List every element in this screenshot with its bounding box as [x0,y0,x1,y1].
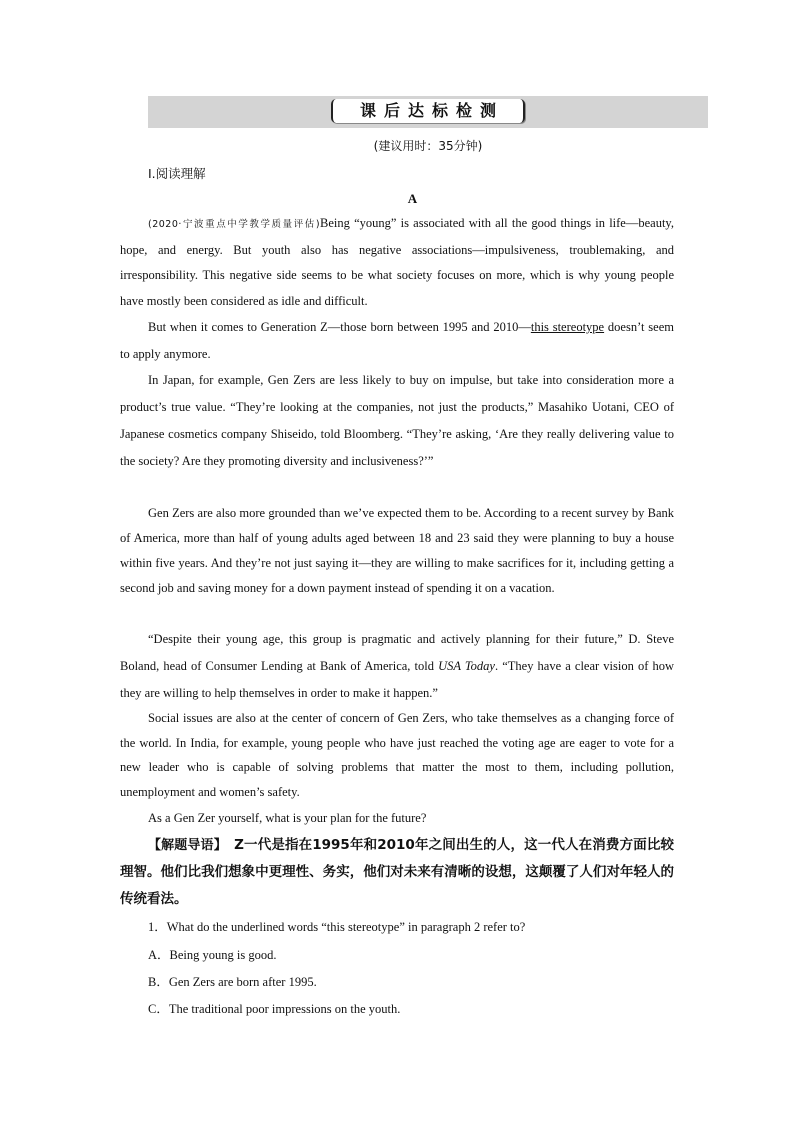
newspaper-name: USA Today [438,659,495,673]
passage-paragraph-1 [120,211,674,314]
paragraph-3-text: In Japan, for example, Gen Zers are less likely to buy on impulse, but take into consideration more a product’s true value. “They’re looking at the companies, not just the products,” Masahiko Uotani, CEO of Japanese cosmetics company Shiseido, told Bloomberg. “They’re asking, ‘Are they really delivering value to the society? Are they promoting diversity and inclusiveness?’” [120,373,674,468]
option-c: C．The traditional poor impressions on the youth. [148,1002,401,1016]
question-stem: 1．What do the underlined words “this stereotype” in paragraph 2 refer to? [148,920,526,934]
paragraph-7-text: As a Gen Zer yourself, what is your plan for the future? [148,811,427,825]
banner-title: 课后达标检测 [359,101,504,120]
guide-text: Z一代是指在1995年和2010年之间出生的人，这一代人在消费方面比较理智。他们比我们想象中更理性、务实，他们对未来有清晰的设想，这颠覆了人们对年轻人的传统看法。 [120,837,674,907]
paragraph-5-text-a: “Despite their young age, this group is pragmatic and actively planning for their future,” D. Steve Boland, head of Consumer Lending at Bank of America, told [120,632,674,673]
passage-paragraph-5 [120,626,674,707]
passage-letter: A [407,191,418,206]
paragraph-6-text: Social issues are also at the center of concern of Gen Zers, who take themselves as a changing force of the world. In India, for example, young people who have just reached the voting age are eager to vote for a new leader who is capable of solving problems that matter the most to them, including pollution, unemployment and women’s safety. [120,711,674,799]
paragraph-2-text-a: But when it comes to Generation Z—those born between 1995 and 2010— [148,320,531,334]
passage-source: (2020·宁波重点中学教学质量评估) [148,219,321,230]
passage-paragraph-6 [120,706,674,804]
underlined-phrase: this stereotype [530,320,605,334]
passage-paragraph-2 [120,314,674,368]
paragraph-5-text-b: . “They have a clear vision of how they are willing to help themselves in order to make it happen.” [120,659,675,700]
paragraph-4-text: Gen Zers are also more grounded than we’ve expected them to be. According to a recent survey by Bank of America, more than half of young adults aged between 18 and 23 said they were planning to buy a house within five years. And they’re not just saying it—they are willing to make sacrifices for it, including getting a second job and saving money for a down payment instead of spending it on a vacation. [120,506,674,595]
option-b: B．Gen Zers are born after 1995. [148,975,317,989]
section-banner [148,96,708,128]
passage-paragraph-4 [120,501,674,601]
paragraph-2-text-b: doesn’t seem to apply anymore. [120,320,674,361]
section-label: Ⅰ.阅读理解 [148,166,206,181]
passage-paragraph-7 [120,806,674,831]
banner-title-box [331,99,525,123]
paragraph-1-text: Being “young” is associated with all the good things in life—beauty, hope, and energy. But youth also has negative associations—impulsiveness, troublemaking, and irresponsibility. This negative side seems to be what society focuses on more, which is why young people have mostly been considered as idle and difficult. [120,216,674,308]
guide-label: 【解题导语】 [148,838,227,853]
suggested-time: (建议用时：35分钟) [373,139,483,153]
passage-paragraph-3 [120,367,674,475]
solution-guide [120,832,674,913]
option-a: A．Being young is good. [148,948,277,962]
